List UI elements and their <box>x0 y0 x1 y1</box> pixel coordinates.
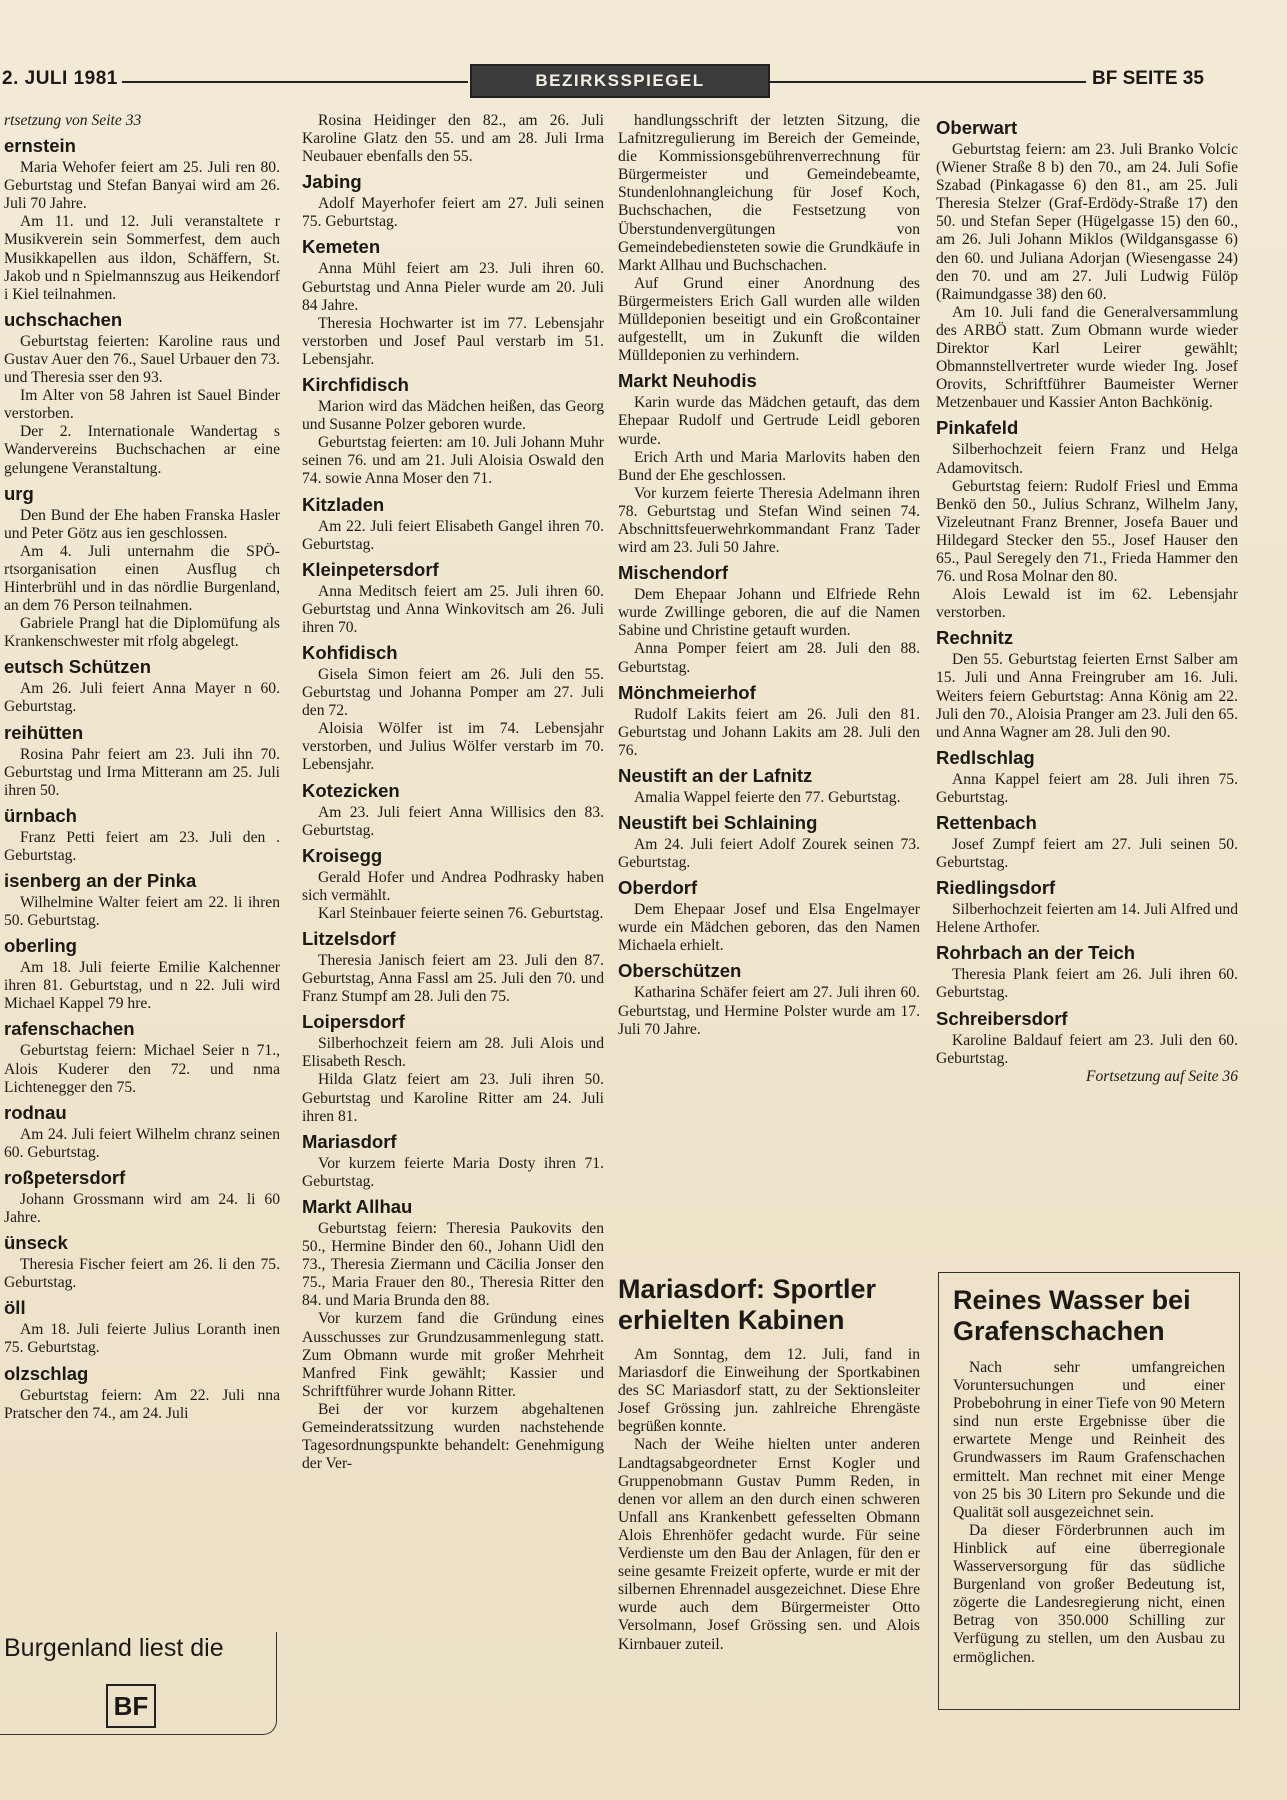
paragraph: Rosina Heidinger den 82., am 26. Juli Karoline Glatz den 55. und am 28. Juli Irma Neubauer ebenfalls den 55. <box>302 112 604 166</box>
section-heading: roßpetersdorf <box>4 1166 126 1188</box>
column-4 <box>936 112 1238 1086</box>
paragraph: Erich Arth und Maria Marlovits haben den Bund der Ehe geschlossen. <box>618 448 920 484</box>
paragraph: Gerald Hofer und Andrea Podhrasky haben sich vermählt. <box>302 868 604 904</box>
paragraph: Silberhochzeit feierten am 14. Juli Alfred und Helene Arthofer. <box>936 901 1238 937</box>
paragraph: Adolf Mayerhofer feiert am 27. Juli seinen 75. Geburtstag. <box>302 195 604 231</box>
paragraph: Da dieser Förderbrunnen auch im Hinblick auf eine überregionale Wasserversorgung für das südliche Burgenland von großer Bedeutung ist, zögerte die Landesregierung nicht, einen Betrag von 350.000 Schilling zur Verfügung zu stellen, um den Ausbau zu ermöglichen. <box>953 1521 1225 1666</box>
section-heading: Mariasdorf <box>302 1130 397 1152</box>
article-headline: Mariasdorf: Sportler erhielten Kabinen <box>618 1274 877 1335</box>
paragraph: Rosina Pahr feiert am 23. Juli ihn 70. Geburtstag und Irma Mitterann am 25. Juli ihren 50. <box>4 745 280 799</box>
article-body <box>618 1346 920 1654</box>
paragraph: Aloisia Wölfer ist im 74. Lebensjahr verstorben, und Julius Wölfer verstarb im 70. Lebensjahr. <box>302 720 604 774</box>
paragraph: Im Alter von 58 Jahren ist Sauel Binder verstorben. <box>4 387 280 423</box>
section-heading: Rechnitz <box>936 627 1014 649</box>
paragraph: handlungsschrift der letzten Sitzung, die Lafnitzregulierung im Bereich der Gemeinde, die Kommissionsgebührenverrechnung für Bürgermeister und Gemeindebeamte, Stundenlohnangleichung für Josef Koch, Buchschachen, die Festsetzung von Überstundenvergütungen von Gemeindebediensteten sowie die Grundkäufe in Markt Allhau und Buchschachen. <box>618 112 920 274</box>
paragraph: Am 24. Juli feiert Wilhelm chranz seinen 60. Geburtstag. <box>4 1125 280 1161</box>
paragraph: Am 23. Juli feiert Anna Willisics den 83. Geburtstag. <box>302 803 604 839</box>
paragraph: Vor kurzem feierte Maria Dosty ihren 71. Geburtstag. <box>302 1154 604 1190</box>
paragraph: Bei der vor kurzem abgehaltenen Gemeinderatssitzung wurden nachstehende Tagesordnungspunkte behandelt: Genehmigung der Ver- <box>302 1400 604 1473</box>
paragraph: Geburtstag feierten: Karoline raus und Gustav Auer den 76., Sauel Urbauer den 73. und Theresia sser den 93. <box>4 332 280 387</box>
section-title: BEZIRKSSPIEGEL <box>470 64 770 98</box>
page-header <box>0 64 1240 98</box>
paragraph: Geburtstag feierten: am 10. Juli Johann Muhr seinen 76. und am 21. Juli Aloisia Oswald den 74. sowie Anna Moser den 71. <box>302 434 604 488</box>
paragraph: Theresia Janisch feiert am 23. Juli den 87. Geburtstag, Anna Fassl am 25. Juli den 70. und Franz Stumpf am 28. Juli den 75. <box>302 952 604 1006</box>
paragraph: Karin wurde das Mädchen getauft, das dem Ehepaar Rudolf und Gertrude Leidl geboren wurde. <box>618 394 920 448</box>
box-headline: Reines Wasser bei Grafenschachen <box>953 1285 1191 1346</box>
paragraph: Dem Ehepaar Johann und Elfriede Rehn wurde Zwillinge geboren, die auf die Namen Sabine und Christine getauft wurden. <box>618 586 920 640</box>
paragraph: Anna Kappel feiert am 28. Juli ihren 75. Geburtstag. <box>936 770 1238 806</box>
section-heading: Schreibersdorf <box>936 1007 1068 1029</box>
paragraph: Vor kurzem fand die Gründung eines Ausschusses zur Grundzusammenlegung statt. Zum Obmann wurde mit großer Mehrheit Manfred Fink gewählt; Kassier und Schriftführer wurde Johann Ritter. <box>302 1310 604 1400</box>
section-heading: Redlschlag <box>936 746 1035 768</box>
section-heading: Kotezicken <box>302 779 400 801</box>
section-heading: Pinkafeld <box>936 417 1019 439</box>
section-heading: Kohfidisch <box>302 641 398 663</box>
paragraph: Geburtstag feiern: Rudolf Friesl und Emma Benkö den 50., Julius Schranz, Wilhelm Jany, Vizeleutnant Franz Brenner, Josefa Bauer und Hildegard Stecker den 55., Josef Hauser den 65., Paul Seregely den 71., Frieda Hammer den 76. und Rosa Molnar den 80. <box>936 477 1238 586</box>
section-heading: rafenschachen <box>4 1018 135 1040</box>
paragraph: Nach sehr umfangreichen Voruntersuchungen und einer Probebohrung in einer Tiefe von 90 Metern sind nun erste Ergebnisse über die erwartete Menge und Reinheit des Grundwassers im Raum Grafenschachen ermittelt. Man rechnet mit einer Menge von 25 bis 30 Litern pro Sekunde und die Qualität soll ausgezeichnet sein. <box>953 1359 1225 1521</box>
section-heading: ürnbach <box>4 804 77 826</box>
paragraph: Anna Pomper feiert am 28. Juli den 88. Geburtstag. <box>618 640 920 676</box>
box-body <box>953 1359 1225 1667</box>
section-heading: Kirchfidisch <box>302 374 409 396</box>
section-heading: uchschachen <box>4 308 123 330</box>
paragraph: Geburtstag feiern: am 23. Juli Branko Volcic (Wiener Straße 8 b) den 70., am 24. Juli Sofie Szabad (Pinkagasse 6) den 81., am 25. Juli Theresia Stelzer (Graf-Erdödy-Straße 17) den 50. und Stefan Seper (Hügelgasse 15) den 60., am 26. Juli Johann Miklos (Wildgansgasse 6) den 60. und Juliana Adorjan (Wiesengasse 24) den 70. und am 27. Juli Ludwig Fülöp (Raimundgasse 38) den 60. <box>936 141 1238 303</box>
paragraph: Rudolf Lakits feiert am 26. Juli den 81. Geburtstag und Johann Lakits am 28. Juli den 76. <box>618 705 920 759</box>
paragraph: Den Bund der Ehe haben Franska Hasler und Peter Götz aus ien geschlossen. <box>4 506 280 542</box>
section-heading: isenberg an der Pinka <box>4 870 197 891</box>
paragraph: Am 26. Juli feiert Anna Mayer n 60. Geburtstag. <box>4 680 280 716</box>
promo-text: Burgenland liest die <box>4 1634 224 1662</box>
section-heading: Riedlingsdorf <box>936 877 1056 899</box>
paragraph: Geburtstag feiern: Theresia Paukovits den 50., Hermine Binder den 60., Johann Uidl den 73., Theresia Ziermann und Cäcilia Jonser den 75., Maria Frauer den 80., Theresia Ritter den 84. und Maria Brunda den 88. <box>302 1219 604 1310</box>
paragraph: Am 24. Juli feiert Adolf Zourek seinen 73. Geburtstag. <box>618 836 920 872</box>
section-heading: reihütten <box>4 721 84 743</box>
section-heading: Kemeten <box>302 236 381 258</box>
paragraph: Hilda Glatz feiert am 23. Juli ihren 50. Geburtstag und Karoline Ritter am 24. Juli ihren 81. <box>302 1071 604 1125</box>
section-heading: öll <box>4 1297 26 1319</box>
section-heading: Jabing <box>302 171 362 193</box>
paragraph: Gabriele Prangl hat die Diplomüfung als Krankenschwester mit rfolg abgelegt. <box>4 615 280 651</box>
section-heading: urg <box>4 482 34 504</box>
col3-sections <box>618 112 920 1039</box>
paragraph: Am 4. Juli unternahm die SPÖ-rtsorganisation einen Ausflug ch Hinterbrühl und in das nördlie Burgenland, an dem 76 Person teilnahmen. <box>4 542 280 615</box>
section-heading: oberling <box>4 935 77 957</box>
paragraph: Am 18. Juli feierte Emilie Kalchenner ihren 81. Geburtstag, und n 22. Juli wird Michael Kappel 79 hre. <box>4 959 280 1013</box>
paragraph: Den 55. Geburtstag feierten Ernst Salber am 15. Juli und Anna Freingruber am 16. Juli. Weiters feiern Geburtstag: Anna König am 22. Juli den 70., Aloisia Pranger am 23. Juli den 65. und Anna Wagner am 28. Juli den 90. <box>936 651 1238 741</box>
paragraph: Nach der Weihe hielten unter anderen Landtagsabgeordneter Ernst Kogler und Gruppenobmann Gustav Pumm Reden, in denen vor allem an den durch einen schweren Unfall ans Krankenbett gefesselten Obmann Alois Ehrenhöfer gedacht wurde. Für seine Verdienste um den Bau der Anlagen, für den er seine gesamte Freizeit opferte, wurde er mit der silbernen Ehrennadel ausgezeichnet. Diese Ehre wurde auch dem Bürgermeister Otto Versolmann, Josef Grössing sen. und Alois Kirnbauer zuteil. <box>618 1436 920 1653</box>
paragraph: Wilhelmine Walter feiert am 22. li ihren 50. Geburtstag. <box>4 894 280 930</box>
paragraph: Vor kurzem feierte Theresia Adelmann ihren 78. Geburtstag und Stefan Wind seinen 74. Abschnittsfeuerwehrkommandant Franz Tader wird am 23. Juli 50 Jahre. <box>618 484 920 557</box>
section-heading: rodnau <box>4 1101 67 1123</box>
section-heading: Kroisegg <box>302 844 383 866</box>
paragraph: Alois Lewald ist im 62. Lebensjahr verstorben. <box>936 586 1238 622</box>
paragraph: Franz Petti feiert am 23. Juli den . Geburtstag. <box>4 828 280 864</box>
section-heading: ernstein <box>4 135 76 157</box>
column-2 <box>302 112 604 1473</box>
paragraph: Am 22. Juli feiert Elisabeth Gangel ihren 70. Geburtstag. <box>302 517 604 553</box>
boxed-article-wasser <box>938 1272 1240 1710</box>
col4-sections <box>936 116 1238 1068</box>
section-heading: Rohrbach an der Teich <box>936 942 1136 964</box>
paragraph: Theresia Fischer feiert am 26. li den 75. Geburtstag. <box>4 1256 280 1292</box>
col2-sections <box>302 112 604 1473</box>
paragraph: Silberhochzeit feiern Franz und Helga Adamovitsch. <box>936 441 1238 477</box>
paragraph: Gisela Simon feiert am 26. Juli den 55. Geburtstag und Johanna Pomper am 27. Juli den 72. <box>302 665 604 720</box>
section-heading: Neustift bei Schlaining <box>618 812 818 833</box>
section-heading: Oberdorf <box>618 877 698 899</box>
paragraph: Anna Meditsch feiert am 25. Juli ihren 60. Geburtstag und Anna Winkovitsch am 26. Juli ihren 70. <box>302 582 604 636</box>
paragraph: Amalia Wappel feierte den 77. Geburtstag. <box>634 788 901 806</box>
paragraph: Josef Zumpf feiert am 27. Juli seinen 50. Geburtstag. <box>936 836 1238 872</box>
paragraph: Johann Grossmann wird am 24. li 60 Jahre. <box>4 1190 280 1227</box>
promo-box <box>0 1630 280 1738</box>
paragraph: Karoline Baldauf feiert am 23. Juli den 60. Geburtstag. <box>936 1031 1238 1067</box>
section-heading: Mönchmeierhof <box>618 681 756 703</box>
paragraph: Dem Ehepaar Josef und Elsa Engelmayer wurde ein Mädchen geboren, das den Namen Michaela erhielt. <box>618 901 920 955</box>
article-sportkabinen <box>618 1270 920 1654</box>
paragraph: Marion wird das Mädchen heißen, das Georg und Susanne Polzer geboren wurde. <box>302 398 604 434</box>
section-heading: eutsch Schützen <box>4 656 151 678</box>
paragraph: Katharina Schäfer feiert am 27. Juli ihren 60. Geburtstag, und Hermine Polster wurde am 17. Juli 70 Jahre. <box>618 984 920 1038</box>
section-heading: ünseck <box>4 1232 68 1254</box>
paragraph: Theresia Hochwarter ist im 77. Lebensjahr verstorben und Josef Paul verstarb im 51. Lebensjahr. <box>302 314 604 368</box>
section-heading: Kitzladen <box>302 493 385 515</box>
continuation-note: rtsetzung von Seite 33 <box>4 112 142 129</box>
section-heading: Loipersdorf <box>302 1011 405 1033</box>
paragraph: Am Sonntag, dem 12. Juli, fand in Mariasdorf die Einweihung der Sportkabinen des SC Mariasdorf statt, zu der Sektionsleiter Josef Grössing jun. zahlreiche Ehrengäste begrüßen konnte. <box>618 1346 920 1436</box>
paragraph: Anna Mühl feiert am 23. Juli ihren 60. Geburtstag und Anna Pieler wurde am 20. Juli 84 Jahre. <box>302 260 604 314</box>
section-heading: Litzelsdorf <box>302 928 396 949</box>
paragraph: Auf Grund einer Anordnung des Bürgermeisters Erich Gall wurden alle wilden Mülldeponien beseitigt und ein Großcontainer aufgestellt, um in Zukunft die wilden Mülldeponien zu verhindern. <box>618 274 920 365</box>
paragraph: Der 2. Internationale Wandertag s Wandervereins Buchschachen ar eine gelungene Veranstaltung. <box>4 423 280 477</box>
header-rule-right <box>768 81 1086 83</box>
section-heading: Mischendorf <box>618 562 728 584</box>
header-rule-left <box>122 81 468 83</box>
column-3 <box>618 112 920 1039</box>
bf-logo: BF <box>106 1684 156 1728</box>
column-1 <box>4 112 280 1423</box>
paragraph: Am 11. und 12. Juli veranstaltete r Musikverein sein Sommerfest, dem auch Musikkapellen aus ildon, Schäffern, St. Jakob und n Spielmannszug aus Heikendorf i Kiel teilnahmen. <box>4 213 280 303</box>
continuation-note-right: Fortsetzung auf Seite 36 <box>1085 1067 1238 1085</box>
paragraph: Am 18. Juli feierte Julius Loranth inen 75. Geburtstag. <box>4 1321 280 1357</box>
section-heading: Neustift an der Lafnitz <box>618 764 813 786</box>
paragraph: Am 10. Juli fand die Generalversammlung des ARBÖ statt. Zum Obmann wurde wieder Direktor Karl Leirer gewählt; Obmannstellvertreter wurde wieder Ing. Josef Orovits, Schriftführer Baumeister Werner Metzenbauer und Kassier Anton Bachkönig. <box>936 303 1238 412</box>
paragraph: Silberhochzeit feiern am 28. Juli Alois und Elisabeth Resch. <box>302 1035 604 1071</box>
section-heading: Markt Neuhodis <box>618 370 757 392</box>
page-number: BF SEITE 35 <box>1092 68 1204 89</box>
paragraph: Maria Wehofer feiert am 25. Juli ren 80. Geburtstag und Stefan Banyai wird am 26. Juli 70 Jahre. <box>4 159 280 213</box>
section-heading: Rettenbach <box>936 812 1037 833</box>
paragraph: Geburtstag feiern: Michael Seier n 71., Alois Kuderer den 72. und nma Lichtenegger den 75. <box>4 1042 280 1096</box>
section-heading: Oberwart <box>936 117 1018 138</box>
section-heading: olzschlag <box>4 1362 89 1384</box>
section-heading: Markt Allhau <box>302 1195 413 1217</box>
paragraph: Theresia Plank feiert am 26. Juli ihren 60. Geburtstag. <box>936 966 1238 1002</box>
paragraph: Karl Steinbauer feierte seinen 76. Geburtstag. <box>318 904 604 922</box>
col1-sections <box>4 134 280 1423</box>
section-heading: Oberschützen <box>618 960 742 982</box>
paragraph: Geburtstag feiern: Am 22. Juli nna Pratscher den 74., am 24. Juli <box>4 1386 280 1422</box>
issue-date: 2. JULI 1981 <box>2 68 118 89</box>
section-heading: Kleinpetersdorf <box>302 558 439 580</box>
